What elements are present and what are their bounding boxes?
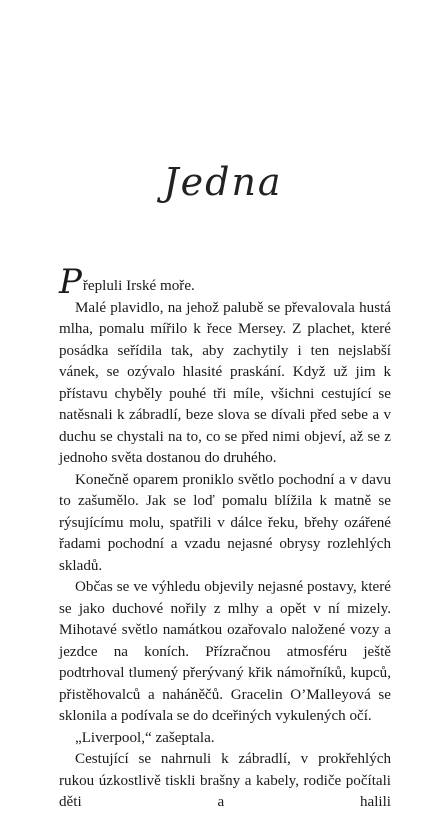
chapter-body xyxy=(59,262,391,814)
paragraph-3: Konečně oparem proniklo světlo pochodní a v davu to zašumělo. Jak se loď pomalu blížila k matně se rýsujícímu molu, spatřili v dálce řeku, břehy ozářené řadami pochodní a vzadu nejasné obrysy rozlehlých skladů. xyxy=(59,471,391,574)
paragraph-6: Cestující se nahrnuli k zábradlí, v prokřehlých rukou úzkostlivě tiskli brašny a kabely, rodiče počítali děti a halili xyxy=(59,751,391,810)
paragraph-1-text: řepluli Irské moře. xyxy=(82,278,195,294)
paragraph-1 xyxy=(59,262,391,302)
chapter-title: Jedna xyxy=(163,160,283,204)
drop-cap: P xyxy=(59,262,82,302)
paragraph-2: Malé plavidlo, na jehož palubě se převalovala hustá mlha, pomalu mířilo k řece Mersey. Z plachet, které posádka seřídila tak, aby zachytily i ten nejslabší vánek, se ozývalo hlasité praskání. Když už jim k přístavu chyběly pouhé tři míle, všichni cestující se natěsnali k zábradlí, beze slova se dívali před sebe a v duchu se chystali na to, co se před nimi objeví, až se z jednoho světa dostanou do druhého. xyxy=(59,299,391,466)
paragraph-4: Občas se ve výhledu objevily nejasné postavy, které se jako duchové nořily z mlhy a opět v ní mizely. Mihotavé světlo namátkou ozařovalo naložené vozy a jezdce na koních. Přízračnou atmosféru ještě podtrhoval tlumený přerývaný křik námořníků, kupců, přistěhovalců a naháněčů. Gracelin O’Malleyová se sklonila a podívala se do dceřiných vykulených očí. xyxy=(59,579,391,724)
paragraph-5: „Liverpool,“ zašeptala. xyxy=(75,729,215,746)
